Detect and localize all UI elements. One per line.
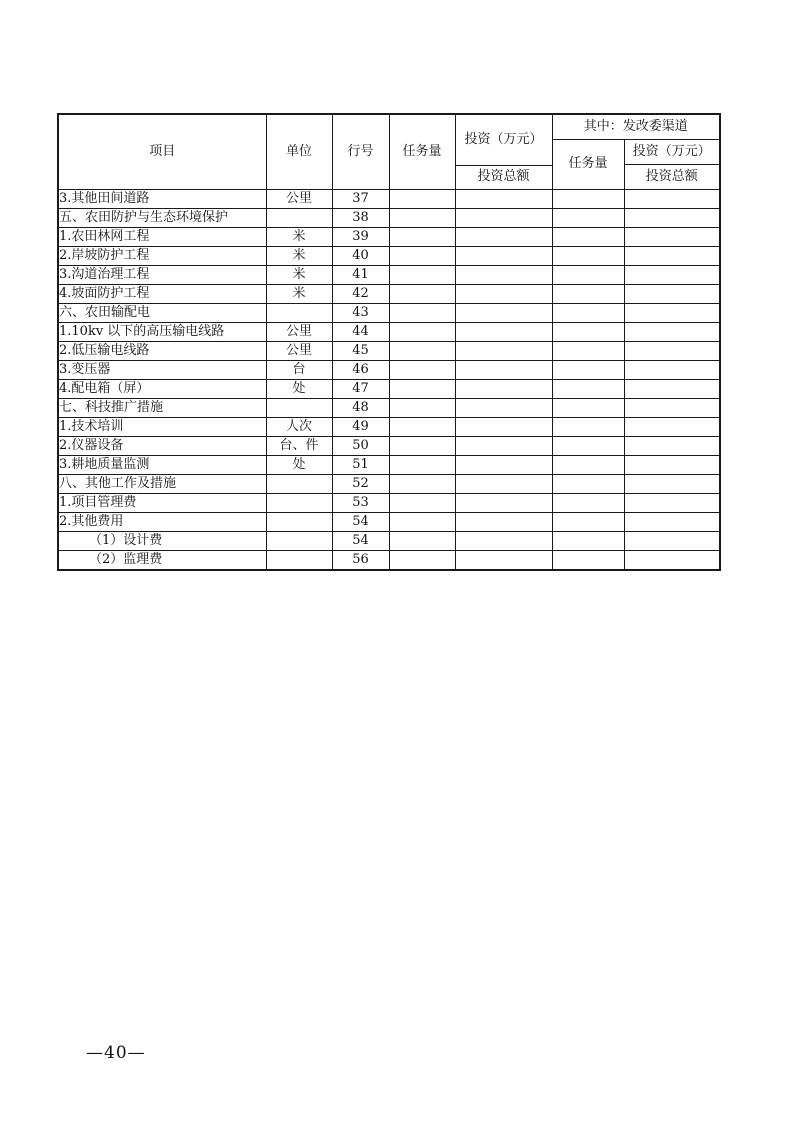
row-item: （2）监理费 bbox=[58, 550, 266, 570]
row-item: 1.农田林网工程 bbox=[58, 227, 266, 246]
row-channel-investment-cell bbox=[624, 512, 720, 531]
row-channel-investment-cell bbox=[624, 531, 720, 550]
row-task-cell bbox=[389, 322, 455, 341]
row-channel-task-cell bbox=[552, 208, 624, 227]
row-channel-investment-cell bbox=[624, 550, 720, 570]
row-channel-investment-cell bbox=[624, 322, 720, 341]
row-number: 50 bbox=[332, 436, 389, 455]
row-investment-cell bbox=[455, 512, 552, 531]
row-number: 39 bbox=[332, 227, 389, 246]
row-channel-task-cell bbox=[552, 379, 624, 398]
row-number: 49 bbox=[332, 417, 389, 436]
row-unit bbox=[266, 512, 332, 531]
row-channel-task-cell bbox=[552, 322, 624, 341]
table-row bbox=[58, 322, 720, 341]
row-number: 45 bbox=[332, 341, 389, 360]
row-item: 五、农田防护与生态环境保护 bbox=[58, 208, 266, 227]
row-unit: 台 bbox=[266, 360, 332, 379]
row-number: 56 bbox=[332, 550, 389, 570]
table-row bbox=[58, 360, 720, 379]
row-item: 1.技术培训 bbox=[58, 417, 266, 436]
row-unit bbox=[266, 208, 332, 227]
header-task: 任务量 bbox=[389, 114, 455, 189]
table-row bbox=[58, 246, 720, 265]
header-investment: 投资（万元） bbox=[455, 114, 552, 165]
row-task-cell bbox=[389, 265, 455, 284]
table-row bbox=[58, 493, 720, 512]
header-row-no: 行号 bbox=[332, 114, 389, 189]
row-investment-cell bbox=[455, 379, 552, 398]
row-number: 40 bbox=[332, 246, 389, 265]
header-channel-investment-total: 投资总额 bbox=[624, 164, 720, 189]
row-unit: 处 bbox=[266, 455, 332, 474]
row-channel-task-cell bbox=[552, 474, 624, 493]
row-number: 46 bbox=[332, 360, 389, 379]
row-investment-cell bbox=[455, 436, 552, 455]
row-channel-task-cell bbox=[552, 417, 624, 436]
row-item: 4.配电箱（屏） bbox=[58, 379, 266, 398]
row-channel-task-cell bbox=[552, 436, 624, 455]
row-task-cell bbox=[389, 436, 455, 455]
row-channel-task-cell bbox=[552, 189, 624, 208]
row-investment-cell bbox=[455, 303, 552, 322]
row-item: 2.仪器设备 bbox=[58, 436, 266, 455]
row-item: （1）设计费 bbox=[58, 531, 266, 550]
row-task-cell bbox=[389, 474, 455, 493]
row-task-cell bbox=[389, 493, 455, 512]
row-channel-investment-cell bbox=[624, 474, 720, 493]
row-unit: 台、件 bbox=[266, 436, 332, 455]
table-row bbox=[58, 474, 720, 493]
row-task-cell bbox=[389, 512, 455, 531]
row-item: 3.耕地质量监测 bbox=[58, 455, 266, 474]
row-number: 44 bbox=[332, 322, 389, 341]
row-channel-investment-cell bbox=[624, 398, 720, 417]
row-number: 51 bbox=[332, 455, 389, 474]
row-number: 54 bbox=[332, 531, 389, 550]
table-row bbox=[58, 189, 720, 208]
row-channel-investment-cell bbox=[624, 379, 720, 398]
row-number: 52 bbox=[332, 474, 389, 493]
row-channel-investment-cell bbox=[624, 284, 720, 303]
row-investment-cell bbox=[455, 398, 552, 417]
row-item: 2.其他费用 bbox=[58, 512, 266, 531]
row-item: 3.其他田间道路 bbox=[58, 189, 266, 208]
row-channel-investment-cell bbox=[624, 227, 720, 246]
row-channel-task-cell bbox=[552, 341, 624, 360]
row-unit: 米 bbox=[266, 265, 332, 284]
row-item: 3.变压器 bbox=[58, 360, 266, 379]
row-task-cell bbox=[389, 550, 455, 570]
row-investment-cell bbox=[455, 265, 552, 284]
row-investment-cell bbox=[455, 550, 552, 570]
row-unit bbox=[266, 493, 332, 512]
row-investment-cell bbox=[455, 208, 552, 227]
table-row bbox=[58, 417, 720, 436]
row-task-cell bbox=[389, 284, 455, 303]
row-number: 54 bbox=[332, 512, 389, 531]
row-investment-cell bbox=[455, 474, 552, 493]
row-channel-task-cell bbox=[552, 512, 624, 531]
header-item: 项目 bbox=[58, 114, 266, 189]
row-item: 3.沟道治理工程 bbox=[58, 265, 266, 284]
row-investment-cell bbox=[455, 417, 552, 436]
row-unit bbox=[266, 550, 332, 570]
row-task-cell bbox=[389, 303, 455, 322]
row-unit: 公里 bbox=[266, 341, 332, 360]
row-channel-task-cell bbox=[552, 303, 624, 322]
row-channel-investment-cell bbox=[624, 189, 720, 208]
row-unit bbox=[266, 474, 332, 493]
table-row bbox=[58, 398, 720, 417]
row-channel-task-cell bbox=[552, 246, 624, 265]
row-channel-task-cell bbox=[552, 455, 624, 474]
row-unit bbox=[266, 303, 332, 322]
table-row bbox=[58, 531, 720, 550]
row-unit: 人次 bbox=[266, 417, 332, 436]
table-row bbox=[58, 455, 720, 474]
table-row bbox=[58, 208, 720, 227]
row-channel-task-cell bbox=[552, 398, 624, 417]
row-unit: 公里 bbox=[266, 322, 332, 341]
row-unit bbox=[266, 398, 332, 417]
row-channel-investment-cell bbox=[624, 417, 720, 436]
header-channel-investment: 投资（万元） bbox=[624, 139, 720, 164]
row-task-cell bbox=[389, 417, 455, 436]
row-investment-cell bbox=[455, 246, 552, 265]
row-channel-investment-cell bbox=[624, 208, 720, 227]
investment-table bbox=[57, 113, 721, 571]
row-number: 41 bbox=[332, 265, 389, 284]
row-task-cell bbox=[389, 246, 455, 265]
table-row bbox=[58, 284, 720, 303]
row-item: 2.岸坡防护工程 bbox=[58, 246, 266, 265]
row-item: 2.低压输电线路 bbox=[58, 341, 266, 360]
row-item: 八、其他工作及措施 bbox=[58, 474, 266, 493]
header-channel-task: 任务量 bbox=[552, 139, 624, 189]
row-item: 1.项目管理费 bbox=[58, 493, 266, 512]
header-investment-total: 投资总额 bbox=[455, 165, 552, 189]
row-number: 48 bbox=[332, 398, 389, 417]
row-channel-investment-cell bbox=[624, 455, 720, 474]
row-channel-task-cell bbox=[552, 493, 624, 512]
row-channel-investment-cell bbox=[624, 246, 720, 265]
table-row bbox=[58, 436, 720, 455]
row-unit: 米 bbox=[266, 227, 332, 246]
row-channel-investment-cell bbox=[624, 360, 720, 379]
row-channel-task-cell bbox=[552, 531, 624, 550]
row-investment-cell bbox=[455, 322, 552, 341]
row-task-cell bbox=[389, 227, 455, 246]
table-row bbox=[58, 550, 720, 570]
row-number: 47 bbox=[332, 379, 389, 398]
row-unit bbox=[266, 531, 332, 550]
row-item: 4.坡面防护工程 bbox=[58, 284, 266, 303]
row-channel-investment-cell bbox=[624, 265, 720, 284]
row-channel-task-cell bbox=[552, 227, 624, 246]
row-task-cell bbox=[389, 531, 455, 550]
row-task-cell bbox=[389, 360, 455, 379]
row-investment-cell bbox=[455, 360, 552, 379]
row-investment-cell bbox=[455, 341, 552, 360]
row-investment-cell bbox=[455, 455, 552, 474]
row-investment-cell bbox=[455, 531, 552, 550]
row-item: 七、科技推广措施 bbox=[58, 398, 266, 417]
row-task-cell bbox=[389, 455, 455, 474]
row-number: 42 bbox=[332, 284, 389, 303]
row-number: 38 bbox=[332, 208, 389, 227]
table-row bbox=[58, 227, 720, 246]
row-task-cell bbox=[389, 208, 455, 227]
table-row bbox=[58, 379, 720, 398]
row-channel-investment-cell bbox=[624, 341, 720, 360]
row-task-cell bbox=[389, 341, 455, 360]
row-channel-task-cell bbox=[552, 550, 624, 570]
row-channel-investment-cell bbox=[624, 436, 720, 455]
row-channel-task-cell bbox=[552, 360, 624, 379]
row-item: 1.10kv 以下的高压输电线路 bbox=[58, 322, 266, 341]
row-investment-cell bbox=[455, 227, 552, 246]
header-channel: 其中：发改委渠道 bbox=[552, 114, 720, 139]
table-row bbox=[58, 341, 720, 360]
row-number: 37 bbox=[332, 189, 389, 208]
row-unit: 米 bbox=[266, 284, 332, 303]
row-investment-cell bbox=[455, 284, 552, 303]
table-row bbox=[58, 265, 720, 284]
header-unit: 单位 bbox=[266, 114, 332, 189]
page-number: —40— bbox=[86, 1043, 146, 1063]
row-channel-task-cell bbox=[552, 284, 624, 303]
row-number: 53 bbox=[332, 493, 389, 512]
table-row bbox=[58, 303, 720, 322]
row-task-cell bbox=[389, 189, 455, 208]
row-task-cell bbox=[389, 379, 455, 398]
row-item: 六、农田输配电 bbox=[58, 303, 266, 322]
row-unit: 处 bbox=[266, 379, 332, 398]
table-row bbox=[58, 512, 720, 531]
row-channel-task-cell bbox=[552, 265, 624, 284]
row-channel-investment-cell bbox=[624, 493, 720, 512]
row-unit: 米 bbox=[266, 246, 332, 265]
row-number: 43 bbox=[332, 303, 389, 322]
row-channel-investment-cell bbox=[624, 303, 720, 322]
row-investment-cell bbox=[455, 189, 552, 208]
row-investment-cell bbox=[455, 493, 552, 512]
row-task-cell bbox=[389, 398, 455, 417]
row-unit: 公里 bbox=[266, 189, 332, 208]
